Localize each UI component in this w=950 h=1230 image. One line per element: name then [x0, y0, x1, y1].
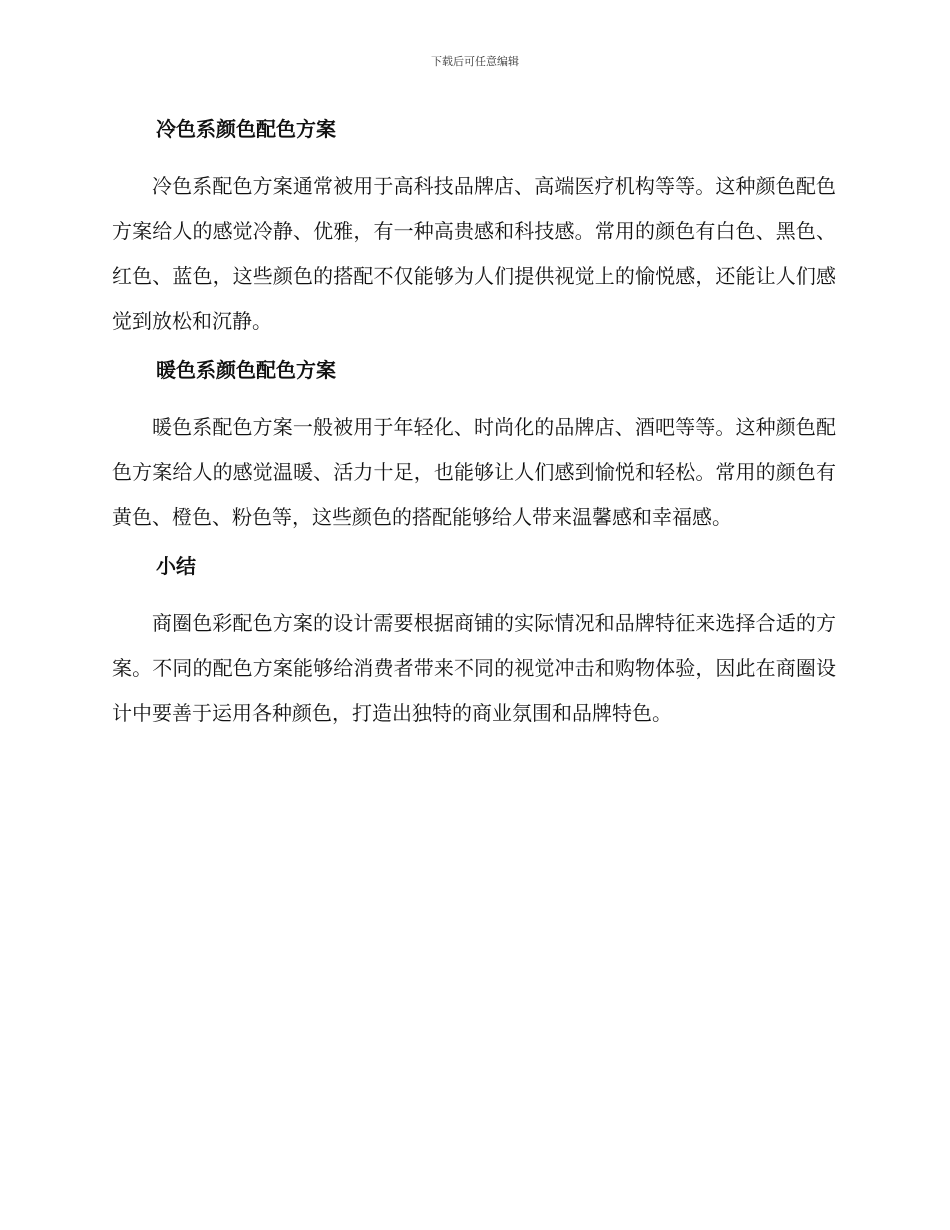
section-heading-warm-colors: 暖色系颜色配色方案: [156, 358, 336, 382]
page-header: 下载后可任意编辑: [431, 55, 519, 68]
section-paragraph-warm-colors: 暖色系配色方案一般被用于年轻化、时尚化的品牌店、酒吧等等。这种颜色配色方案给人的感觉温暖、活力十足，也能够让人们感到愉悦和轻松。常用的颜色有黄色、橙色、粉色等，这些颜色的搭配能够给人带来温馨感和幸福感。: [112, 415, 836, 529]
document-body: [112, 112, 836, 736]
section-paragraph-cool-colors: 冷色系配色方案通常被用于高科技品牌店、高端医疗机构等等。这种颜色配色方案给人的感觉冷静、优雅，有一种高贵感和科技感。常用的颜色有白色、黑色、红色、蓝色，这些颜色的搭配不仅能够为人们提供视觉上的愉悦感，还能让人们感觉到放松和沉静。: [112, 174, 836, 333]
section-heading-summary: 小结: [156, 554, 196, 578]
section-heading-cool-colors: 冷色系颜色配色方案: [156, 117, 336, 141]
section-paragraph-summary: 商圈色彩配色方案的设计需要根据商铺的实际情况和品牌特征来选择合适的方案。不同的配色方案能够给消费者带来不同的视觉冲击和购物体验，因此在商圈设计中要善于运用各种颜色，打造出独特的商业氛围和品牌特色。: [112, 611, 836, 725]
